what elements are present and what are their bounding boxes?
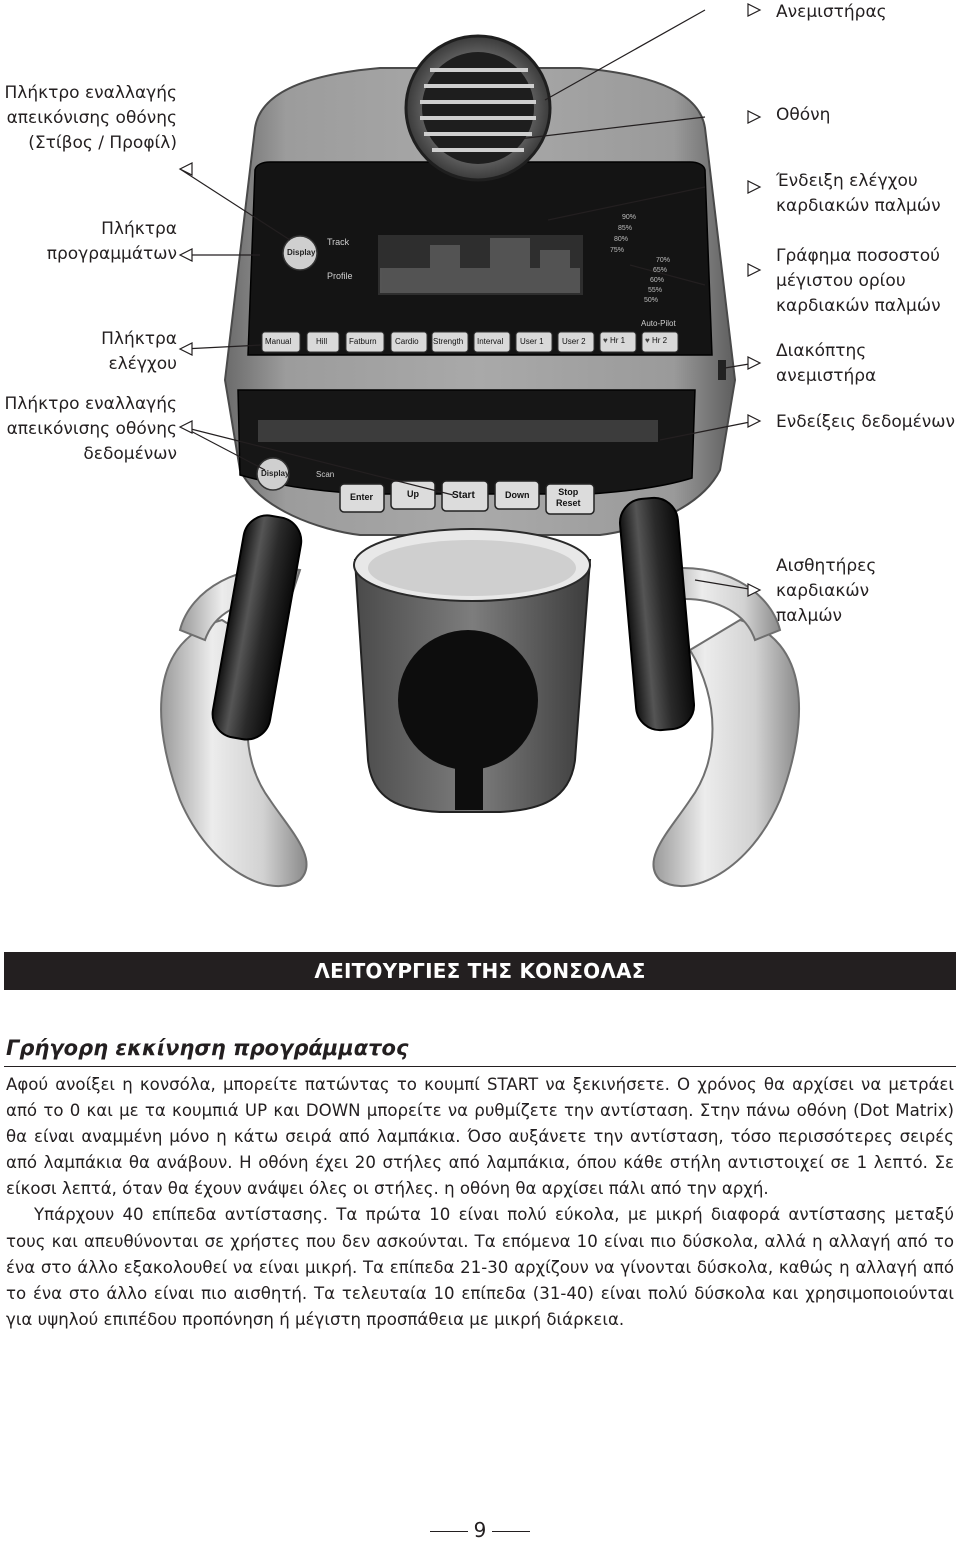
program-button-user-2[interactable]: User 2 [562, 337, 586, 346]
stop-label: Stop [558, 487, 579, 497]
label-screen: Οθόνη [776, 105, 831, 125]
label-pulse-graph: Γράφημα ποσοστού μέγιστου ορίου καρδιακών παλμών [776, 246, 941, 316]
enter-button[interactable]: Enter [350, 492, 374, 502]
label-fan-switch: Διακόπτης ανεμιστήρα [776, 341, 877, 386]
page-number [0, 1518, 960, 1542]
paragraph-2: Υπάρχουν 40 επίπεδα αντίστασης. Τα πρώτα 10 είναι πολύ εύκολα, με μικρή διαφορά αντίστασης μεταξύ τους και απευθύνονται σε χρήστες που δεν ασκούνται. Τα επόμενα 10 είναι πιο δύσκολα, αλλά η αλλαγή από το ένα στο άλλο εξακολουθεί να είναι μικρή. Τα επίπεδα 21-30 αρχίζουν να γίνονται δύσκολα, καθώς η αλλαγή από το ένα στο άλλο είναι πιο αισθητή. Τα τελευταία 10 επίπεδα (31-40) είναι πολύ δύσκολα και χρησιμοποιούνται για υψηλού επιπέδου προπόνηση ή μέγιστη προσπάθεια με μικρή διάρκεια. [6, 1205, 954, 1329]
subheading-rule [4, 1066, 956, 1067]
program-button-cardio[interactable]: Cardio [395, 337, 419, 346]
label-display-toggle-track-profile: Πλήκτρο εναλλαγής απεικόνισης οθόνης (Στίβος / Προφίλ) [4, 83, 177, 153]
page-number-value: 9 [473, 1518, 487, 1542]
label-pulse-sensors: Αισθητήρες καρδιακών παλμών [776, 556, 877, 626]
percent-85: 85% [618, 225, 633, 232]
percent-scale-left [612, 212, 636, 256]
label-track: Track [327, 237, 350, 247]
program-button-hr-2-label: Hr 2 [651, 336, 668, 345]
program-button-interval[interactable]: Interval [477, 337, 504, 346]
label-auto-pilot: Auto-Pilot [641, 319, 676, 328]
label-data-readouts: Ενδείξεις δεδομένων [776, 412, 956, 432]
display-button-bottom[interactable]: Display [261, 469, 290, 478]
reset-label: Reset [556, 498, 581, 508]
page-number-dash-left [430, 1531, 468, 1532]
percent-75: 75% [610, 247, 625, 254]
paragraph-1: Αφού ανοίξει η κονσόλα, μπορείτε πατώντας το κουμπί START να ξεκινήσετε. Ο χρόνος θα αρχίσει να μετράει από το 0 και με τα κουμπιά UP και DOWN μπορείτε να ρυθμίζετε την αντίσταση. Στην πάνω οθόνη (Dot Matrix) θα είναι αναμμένη μόνο η κάτω σειρά από λαμπάκια. Όσο αυξάνετε την αντίσταση, τόσο περισσότερες σειρές από λαμπάκια θα ανάβουν. Η οθόνη έχει 20 στήλες από λαμπάκια, όπου κάθε στήλη αντιστοιχεί σε 1 λεπτό. Σε είκοσι λεπτά, όταν θα έχουν ανάψει όλες οι στήλες. η οθόνη θα αρχίσει πάλι από την αρχή. [6, 1075, 954, 1199]
label-control-keys: Πλήκτρα ελέγχου [101, 329, 177, 374]
percent-70: 70% [656, 257, 671, 264]
label-display-toggle-data: Πλήκτρο εναλλαγής απεικόνισης οθόνης δεδομένων [4, 394, 177, 464]
up-button[interactable]: Up [407, 489, 419, 499]
label-fan: Ανεμιστήρας [776, 2, 887, 22]
subheading: Γρήγορη εκκίνηση προγράμματος [6, 1036, 409, 1060]
program-button-hr-1[interactable] [603, 336, 625, 345]
program-button-strength[interactable]: Strength [433, 337, 464, 346]
percent-90: 90% [622, 214, 637, 221]
display-button-top[interactable]: Display [287, 248, 316, 257]
label-scan: Scan [316, 470, 335, 479]
percent-80: 80% [614, 236, 629, 243]
percent-50: 50% [644, 297, 659, 304]
section-title-bar [4, 952, 956, 990]
section-title: ΛΕΙΤΟΥΡΓΙΕΣ ΤΗΣ ΚΟΝΣΟΛΑΣ [314, 959, 646, 983]
program-button-user-1[interactable]: User 1 [520, 337, 544, 346]
page-number-dash-right [492, 1531, 530, 1532]
label-pulse-indicator: Ένδειξη ελέγχου καρδιακών παλμών [776, 171, 941, 216]
label-profile: Profile [327, 271, 353, 281]
percent-scale-right [644, 256, 671, 306]
percent-55: 55% [648, 287, 663, 294]
body-text [6, 1072, 954, 1333]
program-button-manual[interactable]: Manual [265, 337, 292, 346]
stop-reset-button[interactable] [556, 487, 581, 509]
program-button-hr-2[interactable] [645, 336, 667, 345]
start-button[interactable]: Start [452, 490, 475, 501]
percent-65: 65% [653, 267, 668, 274]
percent-60: 60% [650, 277, 665, 284]
heart-icon: ♥ [645, 336, 650, 345]
down-button[interactable]: Down [505, 490, 530, 500]
heart-icon: ♥ [603, 336, 608, 345]
program-button-fatburn[interactable]: Fatburn [349, 337, 377, 346]
program-button-hill[interactable]: Hill [316, 337, 328, 346]
program-button-hr-1-label: Hr 1 [609, 336, 626, 345]
label-program-keys: Πλήκτρα προγραμμάτων [46, 219, 177, 264]
